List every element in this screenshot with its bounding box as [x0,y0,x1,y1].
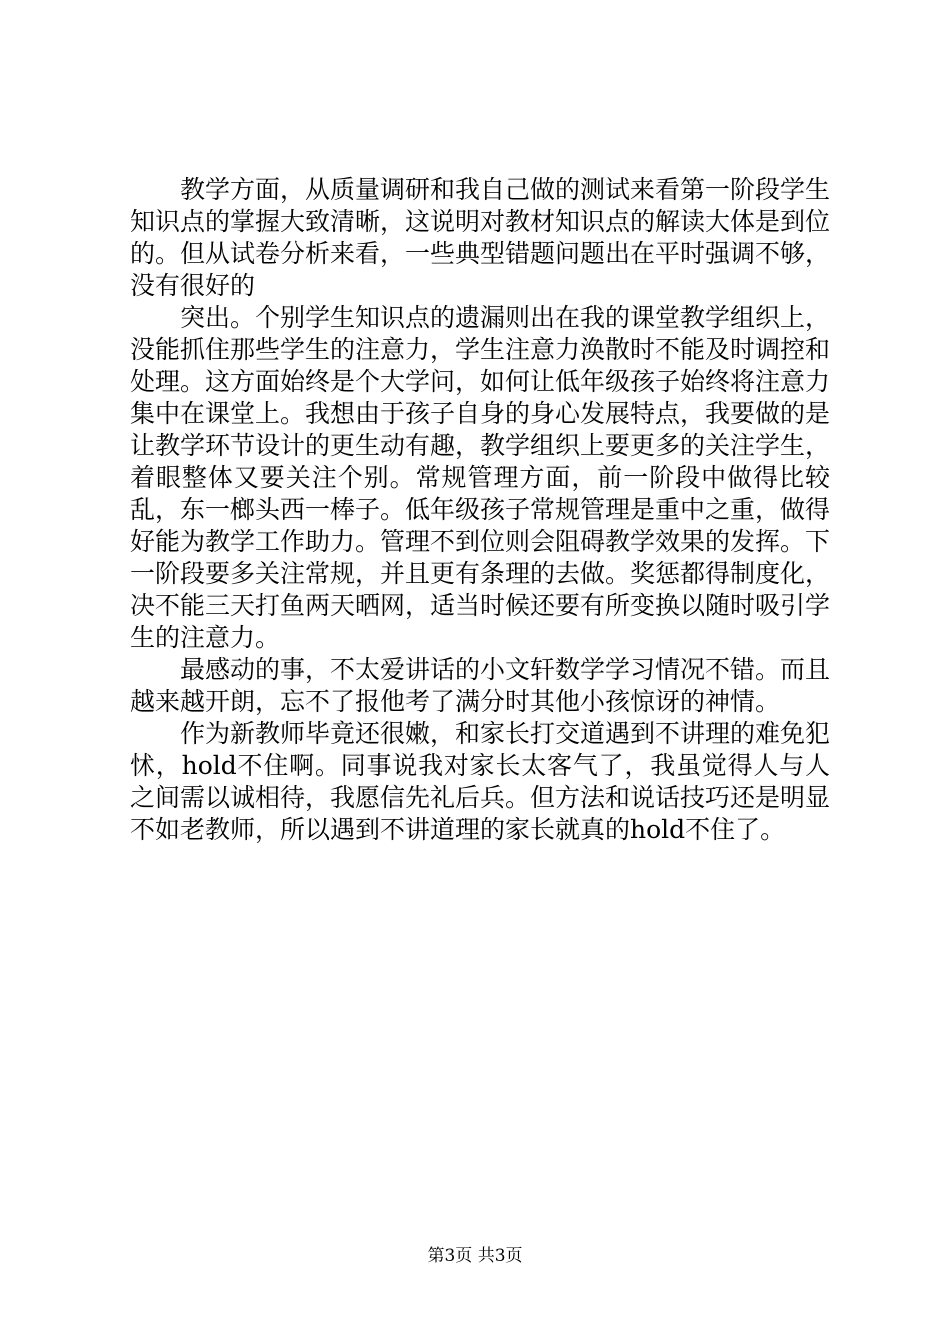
paragraph-parents: 作为新教师毕竟还很嫩，和家长打交道遇到不讲理的难免犯怵，hold不住啊。同事说我对家长太客气了，我虽觉得人与人之间需以诚相待，我愿信先礼后兵。但方法和说话技巧还是明显不如老教师，所以遇到不讲道理的家长就真的hold不住了。 [130,719,831,844]
paragraph-classroom-management: 突出。个别学生知识点的遗漏则出在我的课堂教学组织上，没能抓住那些学生的注意力，学生注意力涣散时不能及时调控和处理。这方面始终是个大学问，如何让低年级孩子始终将注意力集中在课堂上。我想由于孩子自身的身心发展特点，我要做的是让教学环节设计的更生动有趣，教学组织上要更多的关注学生，着眼整体又要关注个别。常规管理方面，前一阶段中做得比较乱，东一榔头西一棒子。低年级孩子常规管理是重中之重，做得好能为教学工作助力。管理不到位则会阻碍教学效果的发挥。下一阶段要多关注常规，并且更有条理的去做。奖惩都得制度化，决不能三天打鱼两天晒网，适当时候还要有所变换以随时吸引学生的注意力。 [130,303,831,652]
document-body [130,174,830,846]
paragraph-touching-moment: 最感动的事，不太爱讲话的小文轩数学学习情况不错。而且越来越开朗，忘不了报他考了满分时其他小孩惊讶的神情。 [130,655,831,716]
paragraph-teaching: 教学方面，从质量调研和我自己做的测试来看第一阶段学生知识点的掌握大致清晰，这说明对教材知识点的解读大体是到位的。但从试卷分析来看，一些典型错题问题出在平时强调不够，没有很好的 [130,175,831,300]
page-number-footer: 第3页 共3页 [427,1246,523,1266]
